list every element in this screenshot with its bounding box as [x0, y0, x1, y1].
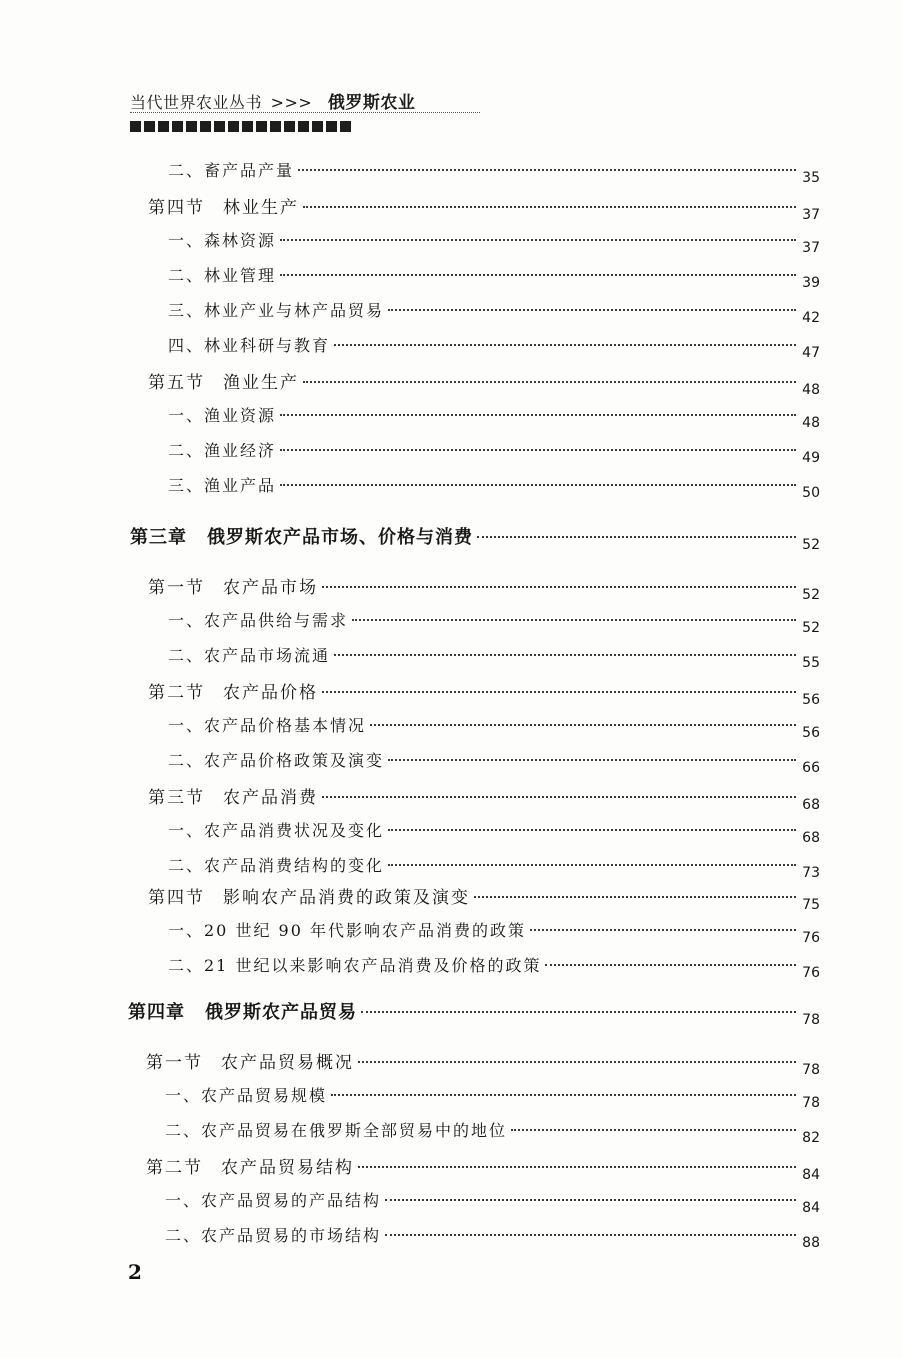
toc-entry [168, 228, 820, 256]
toc-entry [165, 1118, 820, 1146]
toc-section-title: 渔业生产 [223, 373, 299, 393]
toc-entry-title: 一、渔业资源 [168, 406, 277, 425]
toc-entry-title: 二、畜产品产量 [168, 161, 295, 180]
toc-entry-page: 56 [802, 725, 820, 741]
toc-section-label: 第一节 [146, 1053, 203, 1073]
toc-entry-page: 37 [802, 240, 820, 256]
toc-entry-title: 三、渔业产品 [168, 476, 277, 495]
toc-entry [168, 298, 820, 326]
toc-chapter-title: 俄罗斯农产品市场、价格与消费 [207, 527, 473, 548]
toc-entry [168, 403, 820, 431]
toc-entry-title: 四、林业科研与教育 [168, 336, 331, 355]
toc-chapter-page: 52 [802, 537, 820, 553]
toc-section [148, 678, 820, 708]
toc-section-label: 第五节 [148, 373, 205, 393]
running-header [130, 88, 490, 118]
toc-entry-title: 一、20 世纪 90 年代影响农产品消费的政策 [168, 921, 526, 940]
toc-entry-title: 一、农产品消费状况及变化 [168, 821, 385, 840]
toc-entry [165, 1223, 820, 1251]
toc-section-label: 第四节 [148, 198, 205, 218]
toc-entry [168, 748, 820, 776]
toc-entry-page: 78 [802, 1095, 820, 1111]
toc-section-title: 农产品市场 [223, 578, 318, 598]
toc-entry-page: 88 [802, 1235, 820, 1251]
toc-entry-title: 一、农产品贸易规模 [165, 1086, 328, 1105]
toc-entry-title: 三、林业产业与林产品贸易 [168, 301, 385, 320]
toc-entry [168, 473, 820, 501]
toc-entry-title: 二、农产品贸易的市场结构 [165, 1226, 382, 1245]
toc-entry-page: 76 [802, 930, 820, 946]
toc-entry-page: 52 [802, 620, 820, 636]
toc-entry-page: 66 [802, 760, 820, 776]
toc-section-page: 37 [802, 207, 820, 223]
toc-section-label: 第三节 [148, 788, 205, 808]
toc-section-label: 第二节 [148, 683, 205, 703]
toc-section-label: 第二节 [146, 1158, 203, 1178]
toc-entry [168, 853, 820, 881]
toc-entry-page: 50 [802, 485, 820, 501]
toc-entry-page: 73 [802, 865, 820, 881]
toc-entry [168, 158, 820, 186]
toc-entry-title: 二、21 世纪以来影响农产品消费及价格的政策 [168, 956, 542, 975]
toc-section-page: 56 [802, 692, 820, 708]
toc-entry-title: 二、农产品价格政策及演变 [168, 751, 385, 770]
toc-section-title: 农产品贸易概况 [221, 1053, 354, 1073]
toc-section-title: 影响农产品消费的政策及演变 [223, 888, 470, 908]
toc-section-label: 第四节 [148, 888, 205, 908]
toc-entry-page: 49 [802, 450, 820, 466]
toc-entry [168, 713, 820, 741]
toc-entry-page: 82 [802, 1130, 820, 1146]
toc-entry-title: 一、农产品贸易的产品结构 [165, 1191, 382, 1210]
toc-entry [168, 608, 820, 636]
toc-entry-page: 48 [802, 415, 820, 431]
toc-section [148, 783, 820, 813]
toc-entry-page: 39 [802, 275, 820, 291]
toc-entry-title: 一、农产品价格基本情况 [168, 716, 367, 735]
toc-entry [168, 263, 820, 291]
toc-entry [168, 643, 820, 671]
toc-section-label: 第一节 [148, 578, 205, 598]
toc-entry [168, 953, 820, 981]
page-number: 2 [128, 1260, 142, 1284]
toc-section [146, 1048, 820, 1078]
toc-entry [168, 818, 820, 846]
header-block-strip [130, 121, 351, 132]
toc-section [148, 573, 820, 603]
toc-entry-page: 84 [802, 1200, 820, 1216]
toc-chapter-page: 78 [802, 1012, 820, 1028]
toc-section [148, 368, 820, 398]
toc-entry-title: 一、森林资源 [168, 231, 277, 250]
toc-chapter-label: 第三章 [130, 527, 187, 548]
header-dotted-rule [130, 112, 480, 113]
toc-entry-page: 47 [802, 345, 820, 361]
toc-entry-page: 76 [802, 965, 820, 981]
toc-section-page: 84 [802, 1167, 820, 1183]
toc-chapter-label: 第四章 [128, 1002, 185, 1023]
toc-section-title: 农产品消费 [223, 788, 318, 808]
toc-section-title: 农产品价格 [223, 683, 318, 703]
toc-entry [168, 333, 820, 361]
toc-section [148, 193, 820, 223]
toc-section-page: 75 [802, 897, 820, 913]
toc-section [146, 1153, 820, 1183]
toc-section [148, 883, 820, 913]
toc-entry-title: 二、农产品消费结构的变化 [168, 856, 385, 875]
series-title: 当代世界农业丛书 [130, 93, 263, 112]
toc-entry [168, 918, 820, 946]
toc-chapter [128, 998, 820, 1028]
toc-entry-title: 一、农产品供给与需求 [168, 611, 349, 630]
toc-entry [165, 1083, 820, 1111]
toc-section-page: 52 [802, 587, 820, 603]
toc-chapter [130, 523, 820, 553]
toc-chapter-title: 俄罗斯农产品贸易 [205, 1002, 357, 1023]
toc-entry-page: 35 [802, 170, 820, 186]
toc-entry [168, 438, 820, 466]
toc-section-title: 农产品贸易结构 [221, 1158, 354, 1178]
toc-section-page: 68 [802, 797, 820, 813]
toc-section-page: 78 [802, 1062, 820, 1078]
toc-entry-page: 42 [802, 310, 820, 326]
toc-entry-title: 二、林业管理 [168, 266, 277, 285]
book-title: 俄罗斯农业 [327, 93, 416, 113]
toc-entry-page: 68 [802, 830, 820, 846]
toc-entry-page: 55 [802, 655, 820, 671]
toc-entry-title: 二、农产品贸易在俄罗斯全部贸易中的地位 [165, 1121, 508, 1140]
toc-entry-title: 二、渔业经济 [168, 441, 277, 460]
toc-section-page: 48 [802, 382, 820, 398]
header-separator: >>> [270, 93, 313, 112]
toc-section-title: 林业生产 [223, 198, 299, 218]
toc-entry [165, 1188, 820, 1216]
toc-entry-title: 二、农产品市场流通 [168, 646, 331, 665]
